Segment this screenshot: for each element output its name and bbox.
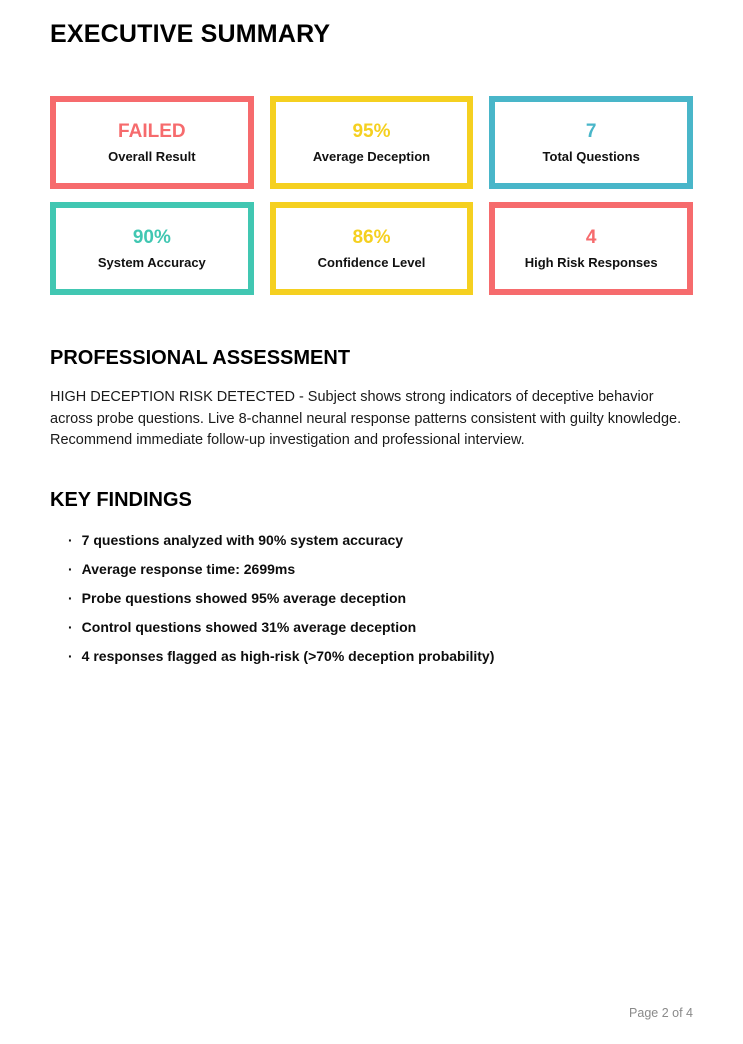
page-title: EXECUTIVE SUMMARY	[50, 20, 331, 48]
metric-card-average-deception	[270, 96, 474, 189]
professional-assessment-section	[50, 347, 693, 452]
professional-assessment-heading: PROFESSIONAL ASSESSMENT	[50, 347, 351, 369]
metric-label: System Accuracy	[97, 255, 206, 270]
metric-label: Average Deception	[312, 149, 431, 164]
bullet-icon: ·	[68, 647, 73, 664]
summary-cards-grid	[50, 96, 693, 295]
finding-text: Probe questions showed 95% average deception	[81, 589, 407, 606]
metric-value: 86%	[352, 227, 391, 248]
page-number: Page 2 of 4	[629, 1006, 693, 1020]
metric-card-high-risk-responses	[489, 202, 693, 295]
bullet-icon: ·	[68, 618, 73, 635]
metric-label: High Risk Responses	[524, 255, 658, 270]
metric-card-total-questions	[489, 96, 693, 189]
metric-card-system-accuracy	[50, 202, 254, 295]
key-findings-heading: KEY FINDINGS	[50, 488, 192, 511]
metric-card-confidence-level	[270, 202, 474, 295]
finding-item	[68, 619, 693, 635]
bullet-icon: ·	[68, 531, 73, 548]
metric-label: Total Questions	[542, 149, 640, 164]
metric-value: 7	[585, 121, 597, 142]
metric-value: 4	[585, 227, 597, 248]
bullet-icon: ·	[68, 589, 73, 606]
bullet-icon: ·	[68, 560, 73, 577]
finding-item	[68, 561, 693, 577]
metric-card-overall-result	[50, 96, 254, 189]
finding-text: 4 responses flagged as high-risk (>70% deception probability)	[81, 647, 495, 664]
finding-item	[68, 648, 693, 664]
metric-value: 95%	[352, 121, 391, 142]
finding-item	[68, 532, 693, 548]
key-findings-list	[50, 532, 693, 664]
finding-item	[68, 590, 693, 606]
metric-value: FAILED	[118, 121, 186, 142]
finding-text: Average response time: 2699ms	[81, 560, 296, 577]
metric-value: 90%	[132, 227, 171, 248]
key-findings-section	[50, 489, 693, 664]
metric-label: Overall Result	[108, 149, 196, 164]
finding-text: 7 questions analyzed with 90% system accuracy	[81, 531, 404, 548]
metric-label: Confidence Level	[317, 255, 426, 270]
professional-assessment-body: HIGH DECEPTION RISK DETECTED - Subject shows strong indicators of deceptive behavior across probe questions. Live 8-channel neural response patterns consistent with guilty knowledge. Recommend immediate follow-up investigation and professional interview.	[50, 389, 682, 448]
finding-text: Control questions showed 31% average deception	[81, 618, 417, 635]
